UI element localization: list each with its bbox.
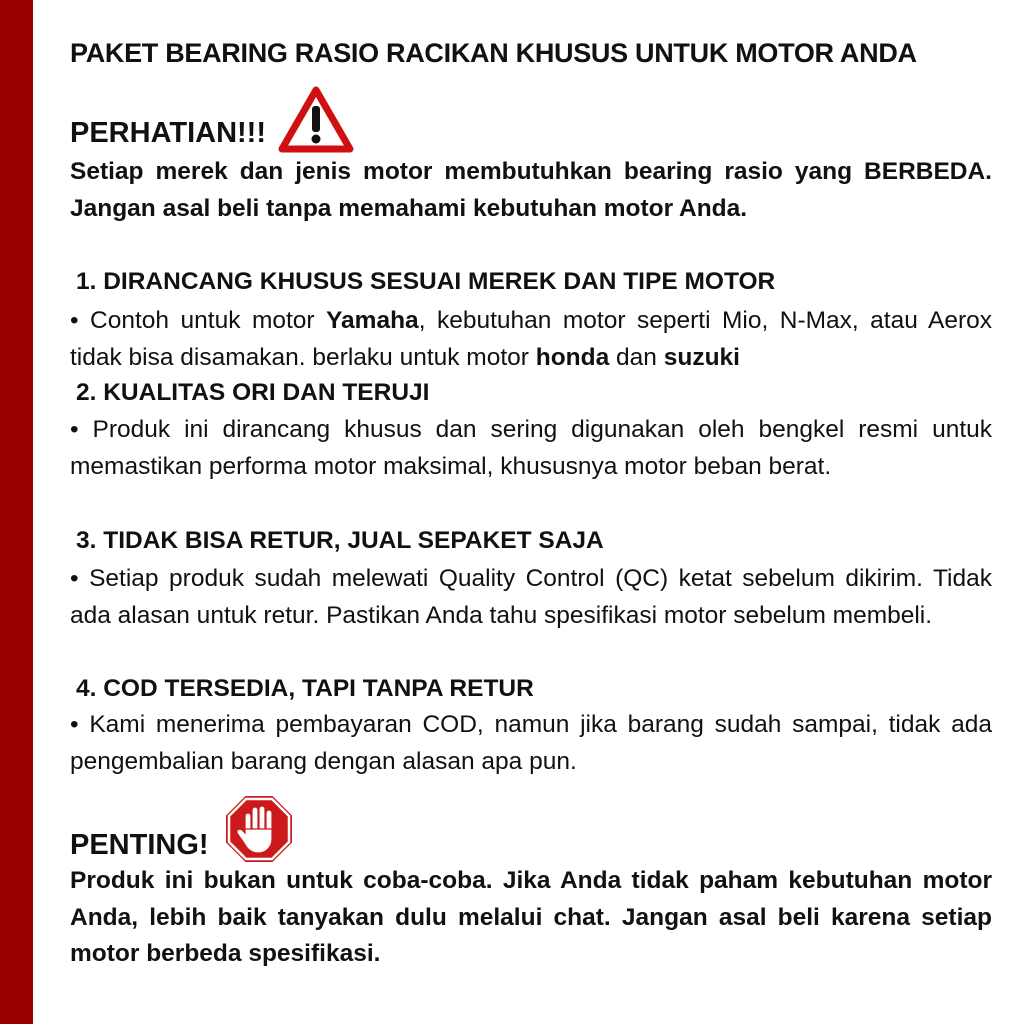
section-1-title: 1. DIRANCANG KHUSUS SESUAI MEREK DAN TIPE MOTOR xyxy=(76,268,776,295)
page-title: PAKET BEARING RASIO RACIKAN KHUSUS UNTUK MOTOR ANDA xyxy=(70,38,917,68)
section-3-bullet: • Setiap produk sudah melewati Quality Control (QC) ketat sebelum dikirim. Tidak ada alasan untuk retur. Pastikan Anda tahu spesifikasi motor sebelum membeli. xyxy=(70,565,992,629)
brand-honda: honda xyxy=(535,343,610,371)
warning-label: PERHATIAN!!! xyxy=(70,117,266,149)
left-accent-bar xyxy=(0,0,33,1024)
important-label: PENTING! xyxy=(70,829,209,861)
section-3-title: 3. TIDAK BISA RETUR, JUAL SEPAKET SAJA xyxy=(76,527,604,554)
important-text: Produk ini bukan untuk coba-coba. Jika Anda tidak paham kebutuhan motor Anda, lebih baik tanyakan dulu melalui chat. Jangan asal beli karena setiap motor berbeda spesifikasi. xyxy=(70,867,992,967)
brand-suzuki: suzuki xyxy=(663,343,740,371)
section-2-title: 2. KUALITAS ORI DAN TERUJI xyxy=(76,379,430,406)
brand-yamaha: Yamaha xyxy=(326,307,419,334)
section-2-bullet: • Produk ini dirancang khusus dan sering digunakan oleh bengkel resmi untuk memastikan performa motor maksimal, khususnya motor beban berat. xyxy=(70,416,992,480)
stop-hand-icon xyxy=(223,793,295,865)
warning-heading xyxy=(70,86,354,154)
section-1-bullet: • Contoh untuk motor Yamaha, kebutuhan motor seperti Mio, N-Max, atau Aerox tidak bisa disamakan. berlaku untuk motor honda dan suzuki xyxy=(70,307,992,371)
warning-text: Setiap merek dan jenis motor membutuhkan bearing rasio yang BERBEDA. Jangan asal beli tanpa memahami kebutuhan motor Anda. xyxy=(70,158,992,222)
section-4-title: 4. COD TERSEDIA, TAPI TANPA RETUR xyxy=(76,675,534,702)
warning-triangle-icon xyxy=(278,86,354,154)
important-heading xyxy=(70,795,295,865)
section-4-bullet: • Kami menerima pembayaran COD, namun jika barang sudah sampai, tidak ada pengembalian barang dengan alasan apa pun. xyxy=(70,711,992,775)
